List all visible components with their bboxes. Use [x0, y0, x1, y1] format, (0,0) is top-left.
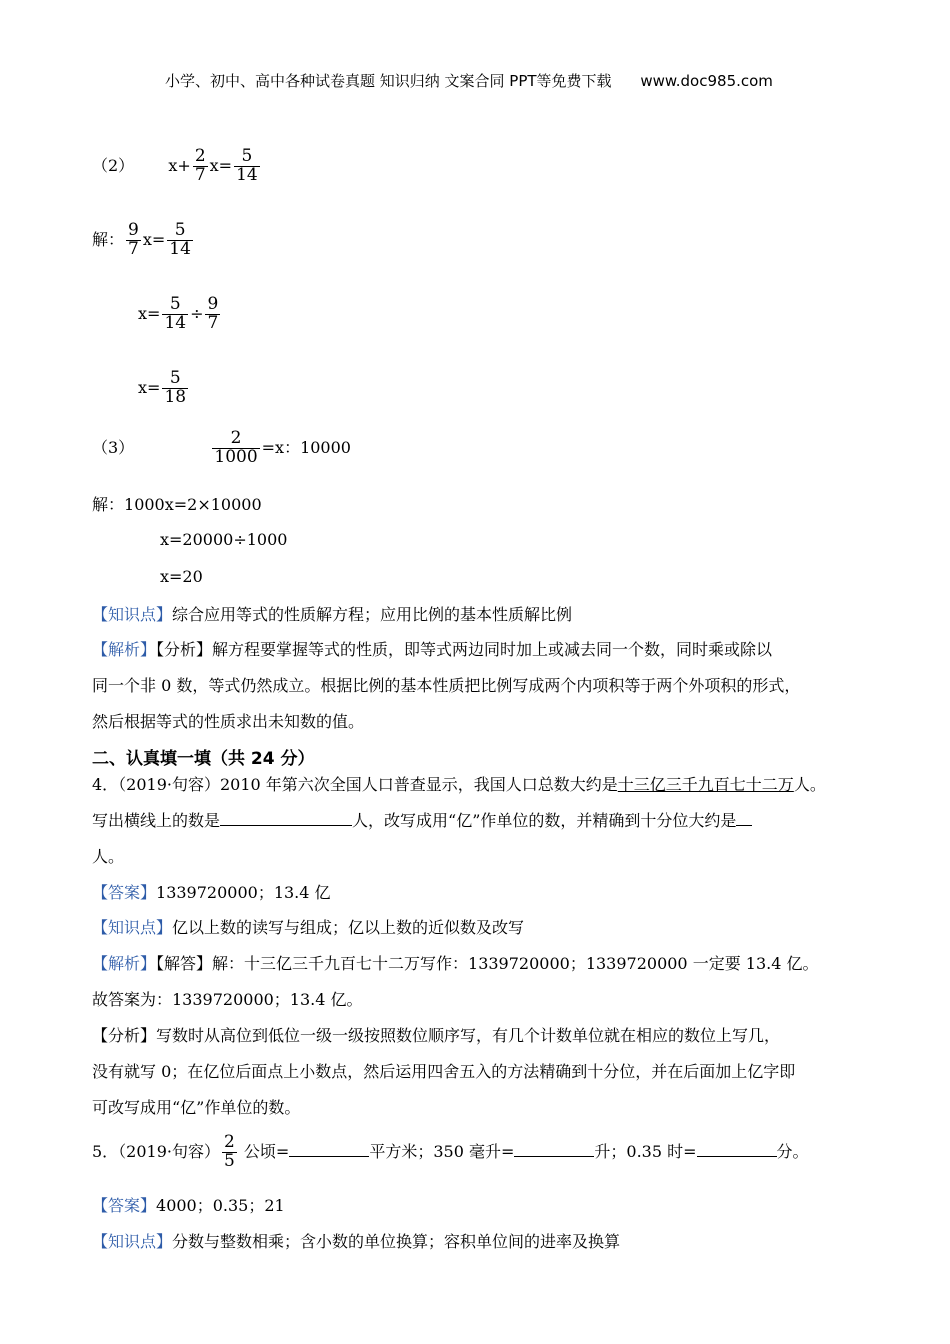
question-text: 分。: [776, 1141, 809, 1161]
fraction: $\frac{5}{14}$: [169, 220, 191, 259]
tag-label: 【答案】: [92, 883, 157, 902]
analysis-line-2: 同一个非 0 数，等式仍然成立。根据比例的基本性质把比例写成两个内项积等于两个外项积的形式，: [92, 676, 801, 695]
fraction: $\frac{5}{14}$: [236, 146, 258, 185]
expr-text: x=: [142, 229, 166, 249]
tag-label: 【知识点】: [92, 605, 173, 624]
question-5: [92, 1134, 809, 1171]
question-text: 人，改写成用“亿”作单位的数，并精确到十分位大约是: [352, 811, 737, 830]
answer-text: 4000；0.35；21: [156, 1196, 285, 1215]
question-4-line-2: [92, 808, 752, 831]
expr-text: x=: [209, 155, 233, 175]
expr-text: x+: [168, 155, 191, 175]
answer-blank[interactable]: [736, 811, 752, 826]
solution-3-step-3: x=20: [160, 567, 203, 586]
expr-text: x=: [138, 377, 161, 397]
tag-label: 【知识点】: [92, 918, 173, 937]
expr-text: x=: [138, 303, 161, 323]
header-text: 小学、初中、高中各种试卷真题 知识归纳 文案合同 PPT等免费下载: [165, 72, 612, 90]
solution-step-2: [138, 296, 222, 333]
tag-label: 【知识点】: [92, 1232, 173, 1251]
solution-label: 解：: [92, 495, 125, 514]
question-text: 4．（2019·句容）2010 年第六次全国人口普查显示，我国人口总数大约是: [92, 775, 618, 794]
part-label: （3）: [92, 437, 135, 457]
tag-label: 【解析】: [92, 954, 157, 973]
solution-step-1: [92, 222, 195, 259]
question-text: 写出横线上的数是: [92, 811, 221, 830]
question-text: 升；0.35 时=: [594, 1141, 697, 1161]
analysis2-line-3: 可改写成用“亿”作单位的数。: [92, 1098, 301, 1117]
knowledge-point: [92, 1229, 620, 1252]
divide-sign: ÷: [190, 303, 204, 323]
conclusion: 故答案为：1339720000；13.4 亿。: [92, 990, 363, 1009]
question-text: 人。: [793, 775, 826, 794]
tag-label: 【答案】: [92, 1196, 157, 1215]
knowledge-point: [92, 915, 524, 938]
note-text: 综合应用等式的性质解方程；应用比例的基本性质解比例: [172, 605, 573, 624]
knowledge-point: [92, 602, 572, 625]
fraction: $\frac{5}{14}$: [164, 294, 187, 333]
answer-blank[interactable]: [697, 1142, 777, 1157]
equation-2: [92, 148, 262, 185]
answer-text: 1339720000；13.4 亿: [156, 883, 331, 902]
note-text: 亿以上数的读写与组成；亿以上数的近似数及改写: [172, 918, 525, 937]
answer-blank[interactable]: [289, 1142, 369, 1157]
note-text: 【分析】解方程要掌握等式的性质，即等式两边同时加上或减去同一个数，同时乘或除以: [156, 640, 773, 659]
question-text: 公顷=: [243, 1141, 290, 1161]
underlined-text: 十三亿三千九百七十二万: [617, 775, 794, 794]
fraction: $\frac{5}{18}$: [164, 368, 187, 407]
page-header: [165, 70, 773, 91]
solution-label: 解：: [92, 229, 125, 249]
fraction: $\frac{9}{7}$: [128, 220, 139, 259]
part-label: （2）: [92, 155, 135, 175]
note-text: 【解答】解：十三亿三千九百七十二万写作：1339720000；1339720000 一定要 13.4 亿。: [156, 954, 819, 973]
tag-label: 【解析】: [92, 640, 157, 659]
section-title: 二、认真填一填（共 24 分）: [92, 749, 315, 769]
question-text: 平方米；350 毫升=: [369, 1141, 515, 1161]
analysis-line-3: 然后根据等式的性质求出未知数的值。: [92, 712, 365, 731]
solution-3-step-2: x=20000÷1000: [160, 530, 288, 549]
header-url[interactable]: www.doc985.com: [640, 72, 773, 90]
question-4-line-3: 人。: [92, 847, 125, 866]
answer-blank[interactable]: [220, 811, 352, 826]
question-text: 5．（2019·句容）: [92, 1141, 220, 1161]
expr-text: =x：10000: [261, 437, 351, 457]
note-text: 分数与整数相乘；含小数的单位换算；容积单位间的进率及换算: [172, 1232, 621, 1251]
analysis2-line-1: 【分析】写数时从高位到低位一级一级按照数位顺序写，有几个计数单位就在相应的数位上写几，: [92, 1026, 781, 1045]
answer-blank[interactable]: [514, 1142, 594, 1157]
solution-3-step-1: [92, 492, 262, 515]
answer: [92, 1193, 285, 1216]
fraction: $\frac{9}{7}$: [207, 294, 219, 333]
question-4-line-1: [92, 772, 826, 795]
fraction: $\frac{2}{7}$: [194, 146, 206, 185]
solution-step-3: [138, 370, 190, 407]
expr-text: 1000x=2×10000: [124, 495, 262, 514]
fraction: $\frac{2}{5}$: [224, 1132, 235, 1171]
fraction: $\frac{2}{1000}$: [214, 428, 258, 467]
analysis-line-1: [92, 637, 772, 660]
analysis2-line-2: 没有就写 0；在亿位后面点上小数点，然后运用四舍五入的方法精确到十分位，并在后面加上亿字即: [92, 1062, 796, 1081]
analysis-line-1: [92, 951, 819, 974]
answer: [92, 880, 331, 903]
equation-3: [92, 430, 351, 467]
